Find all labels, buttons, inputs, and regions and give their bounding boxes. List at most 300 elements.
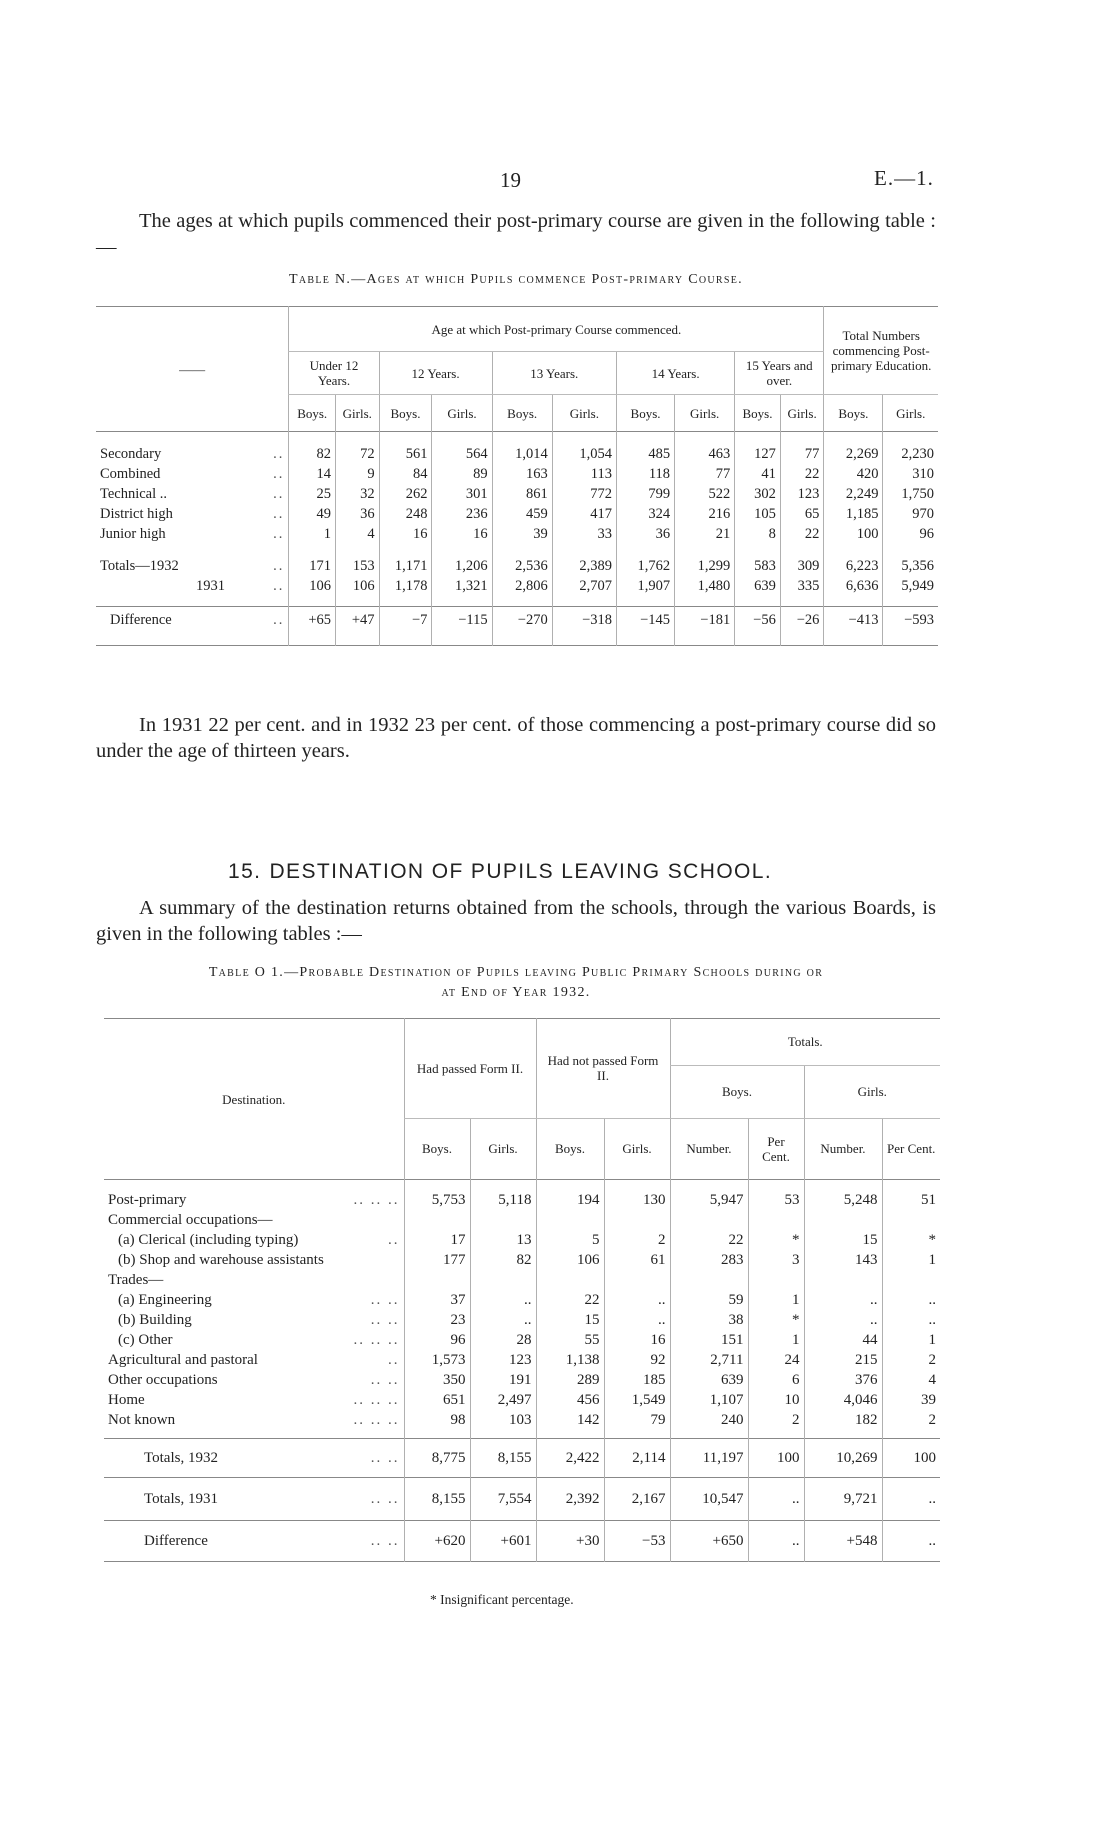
table-cell: 324: [617, 504, 675, 524]
table-cell: [604, 1210, 670, 1230]
row-label: [104, 1270, 404, 1290]
row-label: [104, 1190, 404, 1210]
table-cell: −413: [824, 607, 883, 634]
table-o1-boys-number: Number.: [670, 1118, 748, 1179]
row-label-text: Totals—1932: [100, 557, 179, 574]
table-cell: 28: [470, 1330, 536, 1350]
table-cell: +620: [404, 1521, 470, 1562]
table-cell: 799: [617, 484, 675, 504]
row-label: [96, 444, 289, 464]
spacer-cell: [882, 1180, 940, 1191]
spacer-cell: [617, 633, 675, 646]
spacer-row: [104, 1180, 940, 1191]
row-leader-dots: ..: [273, 557, 285, 574]
section-number: 15.: [228, 860, 262, 883]
row-label-text: Trades—: [108, 1271, 164, 1288]
table-cell: [536, 1270, 604, 1290]
page-reference: E.—1.: [874, 166, 934, 190]
table-cell: 98: [404, 1410, 470, 1430]
spacer-cell: [552, 596, 616, 607]
spacer-cell: [883, 544, 938, 556]
table-row: [104, 1190, 940, 1210]
row-label-text: (b) Shop and warehouse assistants: [118, 1251, 324, 1268]
table-cell: 1,762: [617, 556, 675, 576]
row-label: [104, 1310, 404, 1330]
row-label: [104, 1478, 404, 1521]
table-cell: 283: [670, 1250, 748, 1270]
table-cell: 215: [804, 1350, 882, 1370]
row-label: [104, 1230, 404, 1250]
row-leader-dots: ..: [273, 465, 285, 482]
table-o1-totals-boys-header: Boys.: [670, 1065, 804, 1118]
row-leader-dots: ..: [273, 611, 285, 628]
table-cell: 10,269: [804, 1439, 882, 1478]
row-leader-dots: .. ..: [370, 1449, 400, 1466]
table-cell: 41: [735, 464, 781, 484]
totals-row: [104, 1439, 940, 1478]
table-o1-passed-girls: Girls.: [470, 1118, 536, 1179]
table-cell: −53: [604, 1521, 670, 1562]
table-cell: 15: [536, 1310, 604, 1330]
table-cell: 350: [404, 1370, 470, 1390]
table-row: [96, 464, 938, 484]
row-label-text: (b) Building: [118, 1311, 192, 1328]
row-label: [96, 464, 289, 484]
table-cell: −7: [379, 607, 432, 634]
row-leader-dots: .. ..: [370, 1291, 400, 1308]
spacer-cell: [432, 432, 492, 445]
table-cell: 248: [379, 504, 432, 524]
table-row: [104, 1210, 940, 1230]
table-cell: +601: [470, 1521, 536, 1562]
table-cell: 564: [432, 444, 492, 464]
spacer-cell: [96, 544, 289, 556]
table-cell: 106: [336, 576, 380, 596]
table-cell: 8,155: [404, 1478, 470, 1521]
row-label-text: Other occupations: [108, 1371, 218, 1388]
table-cell: 2: [604, 1230, 670, 1250]
spacer-cell: [552, 633, 616, 646]
spacer-cell: [824, 633, 883, 646]
table-cell: 59: [670, 1290, 748, 1310]
table-cell: ..: [470, 1290, 536, 1310]
table-cell: 6,636: [824, 576, 883, 596]
row-leader-dots: .. ..: [370, 1532, 400, 1549]
table-cell: 77: [675, 464, 735, 484]
table-cell: 5,248: [804, 1190, 882, 1210]
spacer-cell: [432, 596, 492, 607]
table-n-age-14: 14 Years.: [617, 352, 735, 395]
table-o1-passed-boys: Boys.: [404, 1118, 470, 1179]
table-o1-caption: [96, 963, 936, 1003]
table-cell: 96: [404, 1330, 470, 1350]
row-label-text: Home: [108, 1391, 145, 1408]
table-o1-girls-number: Number.: [804, 1118, 882, 1179]
table-cell: 2,497: [470, 1390, 536, 1410]
table-row: [96, 524, 938, 544]
row-leader-dots: ..: [273, 525, 285, 542]
table-cell: ..: [804, 1310, 882, 1330]
spacer-cell: [735, 596, 781, 607]
table-cell: ..: [882, 1521, 940, 1562]
table-n-subheader-boys: Boys.: [824, 395, 883, 432]
table-cell: 82: [470, 1250, 536, 1270]
table-cell: 639: [735, 576, 781, 596]
table-cell: 651: [404, 1390, 470, 1410]
table-cell: 143: [804, 1250, 882, 1270]
table-cell: 1: [748, 1330, 804, 1350]
table-o1-not-passed-boys: Boys.: [536, 1118, 604, 1179]
table-row: [104, 1290, 940, 1310]
table-row: [96, 444, 938, 464]
spacer-cell: [675, 633, 735, 646]
table-cell: 55: [536, 1330, 604, 1350]
row-label-text: Commercial occupations—: [108, 1211, 273, 1228]
table-cell: 53: [748, 1190, 804, 1210]
table-cell: 1,138: [536, 1350, 604, 1370]
spacer-cell: [735, 432, 781, 445]
spacer-cell: [604, 1430, 670, 1439]
row-label-text: Difference: [110, 611, 172, 628]
table-cell: 61: [604, 1250, 670, 1270]
totals-row: [96, 576, 938, 596]
table-cell: 6: [748, 1370, 804, 1390]
after-table-paragraph-text: In 1931 22 per cent. and in 1932 23 per cent. of those commencing a post-primary course did so under the age of thirteen years.: [96, 714, 936, 762]
table-cell: 310: [883, 464, 938, 484]
table-row: [104, 1310, 940, 1330]
spacer-cell: [536, 1180, 604, 1191]
table-cell: 100: [748, 1439, 804, 1478]
table-cell: 2,389: [552, 556, 616, 576]
table-o1-footnote: * Insignificant percentage.: [430, 1592, 574, 1607]
table-cell: 5: [536, 1230, 604, 1250]
table-cell: 8,775: [404, 1439, 470, 1478]
table-cell: 583: [735, 556, 781, 576]
table-cell: 309: [780, 556, 824, 576]
spacer-cell: [617, 432, 675, 445]
spacer-cell: [404, 1430, 470, 1439]
table-cell: 16: [379, 524, 432, 544]
totals-row: [104, 1478, 940, 1521]
table-cell: 127: [735, 444, 781, 464]
table-cell: −593: [883, 607, 938, 634]
spacer-cell: [824, 544, 883, 556]
row-label-text: Totals, 1932: [144, 1449, 218, 1466]
spacer-row: [96, 544, 938, 556]
spacer-cell: [780, 633, 824, 646]
table-cell: 130: [604, 1190, 670, 1210]
spacer-cell: [404, 1180, 470, 1191]
table-cell: ..: [748, 1521, 804, 1562]
table-cell: 4: [336, 524, 380, 544]
table-cell: 17: [404, 1230, 470, 1250]
row-label-text: Junior high: [100, 525, 166, 542]
table-cell: 177: [404, 1250, 470, 1270]
table-cell: 301: [432, 484, 492, 504]
table-cell: 1,054: [552, 444, 616, 464]
table-cell: 335: [780, 576, 824, 596]
table-cell: +65: [289, 607, 336, 634]
table-cell: 1: [289, 524, 336, 544]
table-cell: 2,806: [492, 576, 552, 596]
table-cell: 22: [780, 464, 824, 484]
table-cell: 417: [552, 504, 616, 524]
table-cell: 5,947: [670, 1190, 748, 1210]
table-cell: 1,107: [670, 1390, 748, 1410]
spacer-cell: [883, 596, 938, 607]
table-cell: 151: [670, 1330, 748, 1350]
row-label-text: (c) Other: [118, 1331, 173, 1348]
spacer-cell: [617, 544, 675, 556]
table-cell: 240: [670, 1410, 748, 1430]
table-o1-caption-line1: Table O 1.—Probable Destination of Pupils leaving Public Primary Schools during or: [208, 965, 824, 980]
row-label: [104, 1250, 404, 1270]
table-cell: 51: [882, 1190, 940, 1210]
table-cell: 10,547: [670, 1478, 748, 1521]
spacer-cell: [780, 432, 824, 445]
table-cell: 216: [675, 504, 735, 524]
table-cell: 9: [336, 464, 380, 484]
table-cell: 142: [536, 1410, 604, 1430]
intro-paragraph-text: The ages at which pupils commenced their post-primary course are given in the following table :—: [96, 210, 936, 258]
row-leader-dots: ..: [273, 485, 285, 502]
spacer-cell: [824, 432, 883, 445]
table-cell: 2,422: [536, 1439, 604, 1478]
row-label-text: 1931: [196, 577, 225, 594]
table-cell: 123: [470, 1350, 536, 1370]
spacer-cell: [96, 633, 289, 646]
table-cell: 16: [604, 1330, 670, 1350]
row-label-text: (a) Clerical (including typing): [118, 1231, 299, 1248]
row-label: [96, 484, 289, 504]
spacer-cell: [492, 633, 552, 646]
table-n-subheader-girls: Girls.: [432, 395, 492, 432]
table-cell: 191: [470, 1370, 536, 1390]
table-cell: ..: [604, 1310, 670, 1330]
row-leader-dots: .. ..: [370, 1371, 400, 1388]
table-cell: 4,046: [804, 1390, 882, 1410]
spacer-cell: [804, 1430, 882, 1439]
spacer-cell: [883, 432, 938, 445]
spacer-cell: [780, 596, 824, 607]
spacer-cell: [617, 596, 675, 607]
table-cell: 1,014: [492, 444, 552, 464]
spacer-cell: [96, 432, 289, 445]
intro-paragraph: [96, 208, 936, 260]
table-row: [104, 1370, 940, 1390]
spacer-cell: [670, 1180, 748, 1191]
table-cell: ..: [882, 1478, 940, 1521]
table-cell: 861: [492, 484, 552, 504]
table-cell: ..: [470, 1310, 536, 1330]
spacer-cell: [379, 596, 432, 607]
table-cell: 82: [289, 444, 336, 464]
table-cell: 2,269: [824, 444, 883, 464]
table-n-body: [96, 432, 938, 646]
table-cell: [404, 1210, 470, 1230]
table-n-subheader-boys: Boys.: [492, 395, 552, 432]
spacer-cell: [470, 1430, 536, 1439]
spacer-cell: [104, 1180, 404, 1191]
difference-row: [96, 607, 938, 634]
spacer-row: [104, 1430, 940, 1439]
table-cell: 1,321: [432, 576, 492, 596]
row-leader-dots: ..: [273, 445, 285, 462]
table-cell: 4: [882, 1370, 940, 1390]
table-cell: 1,907: [617, 576, 675, 596]
spacer-cell: [735, 544, 781, 556]
spacer-cell: [492, 596, 552, 607]
table-cell: 194: [536, 1190, 604, 1210]
table-cell: −26: [780, 607, 824, 634]
table-n-subheader-girls: Girls.: [336, 395, 380, 432]
table-n-subheader-boys: Boys.: [617, 395, 675, 432]
spacer-cell: [780, 544, 824, 556]
difference-row: [104, 1521, 940, 1562]
table-cell: −270: [492, 607, 552, 634]
table-cell: 3: [748, 1250, 804, 1270]
row-leader-dots: ..: [388, 1351, 400, 1368]
row-label: [104, 1390, 404, 1410]
table-cell: 1,573: [404, 1350, 470, 1370]
spacer-cell: [470, 1180, 536, 1191]
table-cell: 302: [735, 484, 781, 504]
row-label: [104, 1290, 404, 1310]
table-cell: 522: [675, 484, 735, 504]
table-cell: 33: [552, 524, 616, 544]
table-cell: 2: [882, 1350, 940, 1370]
table-o1-passed-header: Had passed Form II.: [404, 1019, 536, 1119]
spacer-cell: [336, 432, 380, 445]
table-cell: 5,949: [883, 576, 938, 596]
table-n-subheader-girls: Girls.: [883, 395, 938, 432]
section-paragraph: [96, 895, 936, 947]
table-cell: 84: [379, 464, 432, 484]
table-cell: 23: [404, 1310, 470, 1330]
table-cell: 1,299: [675, 556, 735, 576]
spacer-cell: [289, 544, 336, 556]
row-label: [104, 1410, 404, 1430]
table-cell: [748, 1270, 804, 1290]
table-cell: 2,114: [604, 1439, 670, 1478]
table-cell: 2,167: [604, 1478, 670, 1521]
table-cell: 39: [882, 1390, 940, 1410]
table-cell: *: [882, 1230, 940, 1250]
table-cell: [404, 1270, 470, 1290]
spacer-cell: [882, 1430, 940, 1439]
table-cell: 459: [492, 504, 552, 524]
table-cell: 25: [289, 484, 336, 504]
table-n-subheader-girls: Girls.: [675, 395, 735, 432]
table-cell: 36: [336, 504, 380, 524]
table-row: [104, 1330, 940, 1350]
row-label-text: Technical ..: [100, 485, 168, 502]
table-cell: 100: [824, 524, 883, 544]
row-leader-dots: .. .. ..: [353, 1391, 400, 1408]
row-label-text: Not known: [108, 1411, 176, 1428]
row-label-text: Post-primary: [108, 1191, 187, 1208]
table-cell: +548: [804, 1521, 882, 1562]
spacer-cell: [379, 544, 432, 556]
spacer-cell: [604, 1180, 670, 1191]
spacer-cell: [748, 1180, 804, 1191]
table-cell: 2,392: [536, 1478, 604, 1521]
table-cell: 456: [536, 1390, 604, 1410]
row-leader-dots: ..: [273, 505, 285, 522]
table-row: [104, 1270, 940, 1290]
table-n-subheader-boys: Boys.: [735, 395, 781, 432]
table-row: [104, 1410, 940, 1430]
spacer-cell: [289, 633, 336, 646]
table-cell: 8: [735, 524, 781, 544]
spacer-cell: [336, 596, 380, 607]
table-o1-not-passed-girls: Girls.: [604, 1118, 670, 1179]
spacer-cell: [675, 596, 735, 607]
row-label-text: Secondary: [100, 445, 162, 462]
table-cell: 11,197: [670, 1439, 748, 1478]
table-cell: [804, 1270, 882, 1290]
table-cell: 103: [470, 1410, 536, 1430]
table-n-age-12: 12 Years.: [379, 352, 492, 395]
row-label-text: (a) Engineering: [118, 1291, 212, 1308]
table-cell: *: [748, 1230, 804, 1250]
table-cell: [804, 1210, 882, 1230]
table-cell: 39: [492, 524, 552, 544]
table-cell: 1,178: [379, 576, 432, 596]
table-cell: 21: [675, 524, 735, 544]
table-cell: 1,750: [883, 484, 938, 504]
spacer-row: [96, 432, 938, 445]
table-o1-body: [104, 1180, 940, 1562]
table-cell: 72: [336, 444, 380, 464]
table-cell: 2,707: [552, 576, 616, 596]
table-row: [104, 1250, 940, 1270]
spacer-cell: [104, 1430, 404, 1439]
table-n-subheader-girls: Girls.: [780, 395, 824, 432]
spacer-cell: [96, 596, 289, 607]
table-n-caption: Table N.—Ages at which Pupils commence Post-primary Course.: [289, 272, 743, 287]
table-cell: 24: [748, 1350, 804, 1370]
table-cell: 2,536: [492, 556, 552, 576]
spacer-cell: [824, 596, 883, 607]
table-cell: 89: [432, 464, 492, 484]
table-cell: 236: [432, 504, 492, 524]
table-cell: 376: [804, 1370, 882, 1390]
row-leader-dots: .. ..: [370, 1490, 400, 1507]
table-cell: 38: [670, 1310, 748, 1330]
table-cell: 2,230: [883, 444, 938, 464]
spacer-cell: [432, 544, 492, 556]
row-leader-dots: .. .. ..: [353, 1191, 400, 1208]
table-cell: ..: [882, 1310, 940, 1330]
table-cell: 92: [604, 1350, 670, 1370]
table-cell: 772: [552, 484, 616, 504]
table-cell: 65: [780, 504, 824, 524]
table-cell: 262: [379, 484, 432, 504]
row-leader-dots: .. .. ..: [353, 1411, 400, 1428]
spacer-cell: [289, 596, 336, 607]
row-label: [96, 607, 289, 634]
table-cell: 1: [882, 1330, 940, 1350]
table-n-group-header: Age at which Post-primary Course commenced.: [289, 307, 824, 352]
row-label: [104, 1210, 404, 1230]
row-label-text: Agricultural and pastoral: [108, 1351, 258, 1368]
row-label: [96, 556, 289, 576]
section-paragraph-text: A summary of the destination returns obtained from the schools, through the various Boards, is given in the following tables :—: [96, 897, 936, 945]
table-cell: [604, 1270, 670, 1290]
table-cell: [470, 1270, 536, 1290]
table-cell: 5,753: [404, 1190, 470, 1210]
